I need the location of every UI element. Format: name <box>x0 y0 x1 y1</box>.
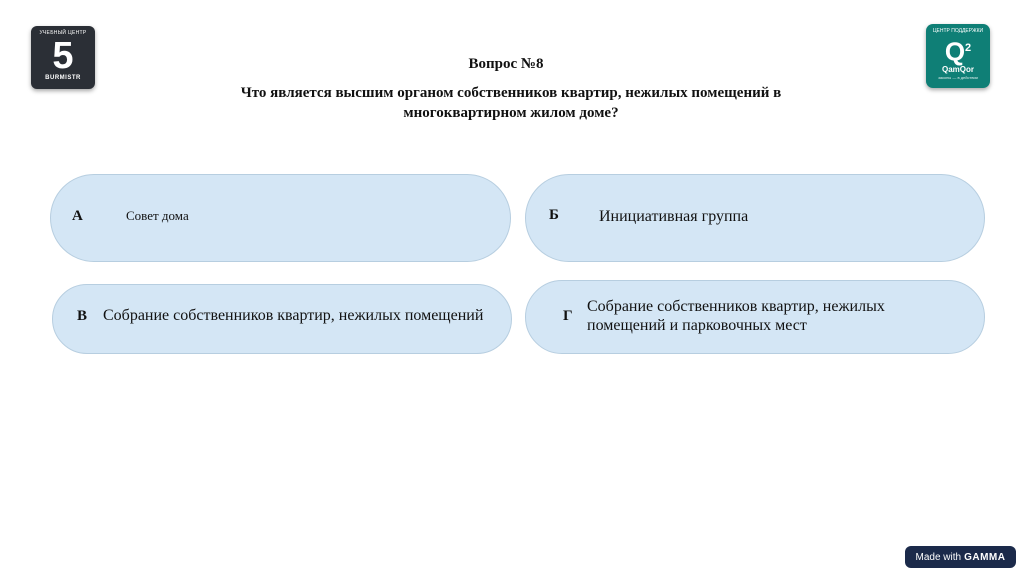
badge-prefix: Made with <box>915 551 962 563</box>
option-letter: В <box>77 308 88 324</box>
answer-option-b[interactable] <box>525 174 985 262</box>
logo-caption: ЦЕНТР ПОДДЕРЖКИ <box>932 28 984 34</box>
question-text: Что является высшим органом собственников квартир, нежилых помещений в многоквартирном жилом доме? <box>240 85 782 121</box>
answer-option-a[interactable] <box>50 174 511 262</box>
answer-option-v[interactable] <box>52 284 512 354</box>
option-letter: А <box>72 208 83 224</box>
logo-brand: BURMISTR <box>45 75 81 81</box>
logo-brand: QamQor <box>941 64 974 74</box>
badge-brand: GAMMA <box>964 551 1006 563</box>
option-text: Собрание собственников квартир, нежилых помещений <box>103 307 484 324</box>
made-with-gamma-badge[interactable] <box>905 546 1016 568</box>
option-text: Инициативная группа <box>599 208 749 225</box>
option-text: Совет дома <box>126 208 189 223</box>
logo-caption: УЧЕБНЫЙ ЦЕНТР <box>39 30 87 36</box>
question-number: Вопрос №8 <box>468 56 544 72</box>
logo-tagline: законы — в действии <box>938 74 978 80</box>
option-letter: Г <box>563 308 573 324</box>
answer-option-g[interactable] <box>525 280 985 354</box>
option-letter: Б <box>549 207 559 223</box>
logo-digit: 5 <box>52 35 74 77</box>
logo-mark: $Q^2$ <box>944 36 972 67</box>
option-text: Собрание собственников квартир, нежилых помещений и парковочных мест <box>587 298 885 334</box>
